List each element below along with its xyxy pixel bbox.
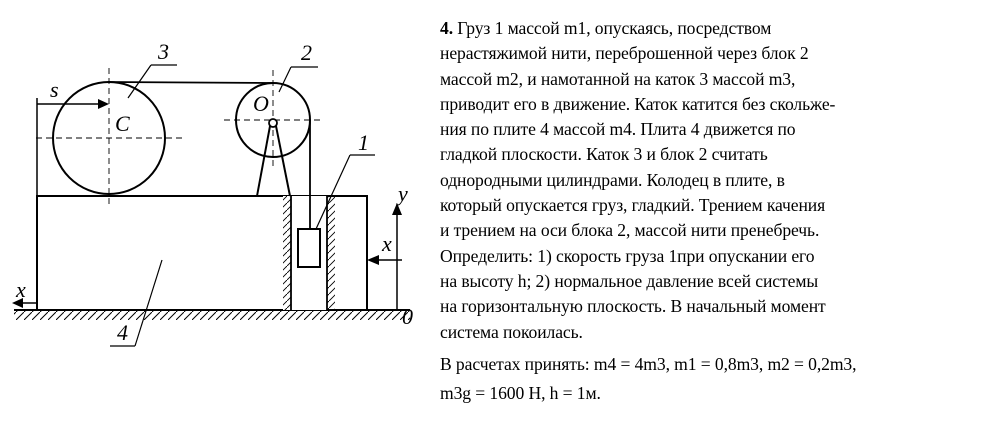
label-x-right: x (382, 231, 392, 256)
problem-line-text: Груз 1 массой m1, опускаясь, посредством (453, 18, 772, 38)
problem-line: однородными цилиндрами. Колодец в плите, в (440, 169, 785, 190)
label-2: 2 (301, 40, 312, 65)
problem-line: и трением на оси блока 2, массой нити пренебречь. (440, 220, 820, 241)
problem-line: приводит его в движение. Каток катится без скольже- (440, 93, 836, 114)
problem-line: гладкой плоскости. Каток 3 и блок 2 считать (440, 144, 768, 165)
label-C: C (115, 111, 130, 136)
label-O: O (253, 91, 269, 116)
problem-text (440, 16, 985, 408)
label-y: y (398, 181, 408, 206)
label-s: s (50, 77, 59, 102)
pulley-2 (224, 70, 322, 196)
label-1: 1 (358, 130, 369, 155)
problem-line: на высоту h; 2) нормальное давление всей системы (440, 270, 819, 291)
label-origin: 0 (402, 304, 413, 329)
givens-line: В расчетах принять: m4 = 4m3, m1 = 0,8m3, m2 = 0,2m3, (440, 353, 857, 374)
mechanism-diagram (0, 0, 430, 438)
ground (14, 310, 410, 320)
problem-line: Определить: 1) скорость груза 1при опускании его (440, 245, 815, 266)
load-1 (298, 229, 320, 267)
problem-line: на горизонтальную плоскость. В начальный момент (440, 296, 826, 317)
givens (440, 350, 985, 408)
problem-line: нерастяжимой нити, переброшенной через блок 2 (440, 43, 809, 64)
label-3: 3 (158, 39, 169, 64)
label-4: 4 (117, 320, 128, 345)
problem-line: который опускается груз, гладкий. Трением качения (440, 195, 826, 216)
problem-line: массой m2, и намотанной на каток 3 массой m3, (440, 68, 796, 89)
problem-line (440, 16, 985, 41)
label-x-left: x (16, 277, 26, 302)
leader-lines (110, 65, 375, 346)
givens-line: m3g = 1600 Н, h = 1м. (440, 382, 601, 403)
problem-number: 4. (440, 18, 453, 38)
problem-line: ния по плите 4 массой m4. Плита 4 движется по (440, 119, 796, 140)
problem-line: система покоилась. (440, 321, 583, 342)
y-axis (392, 203, 402, 310)
